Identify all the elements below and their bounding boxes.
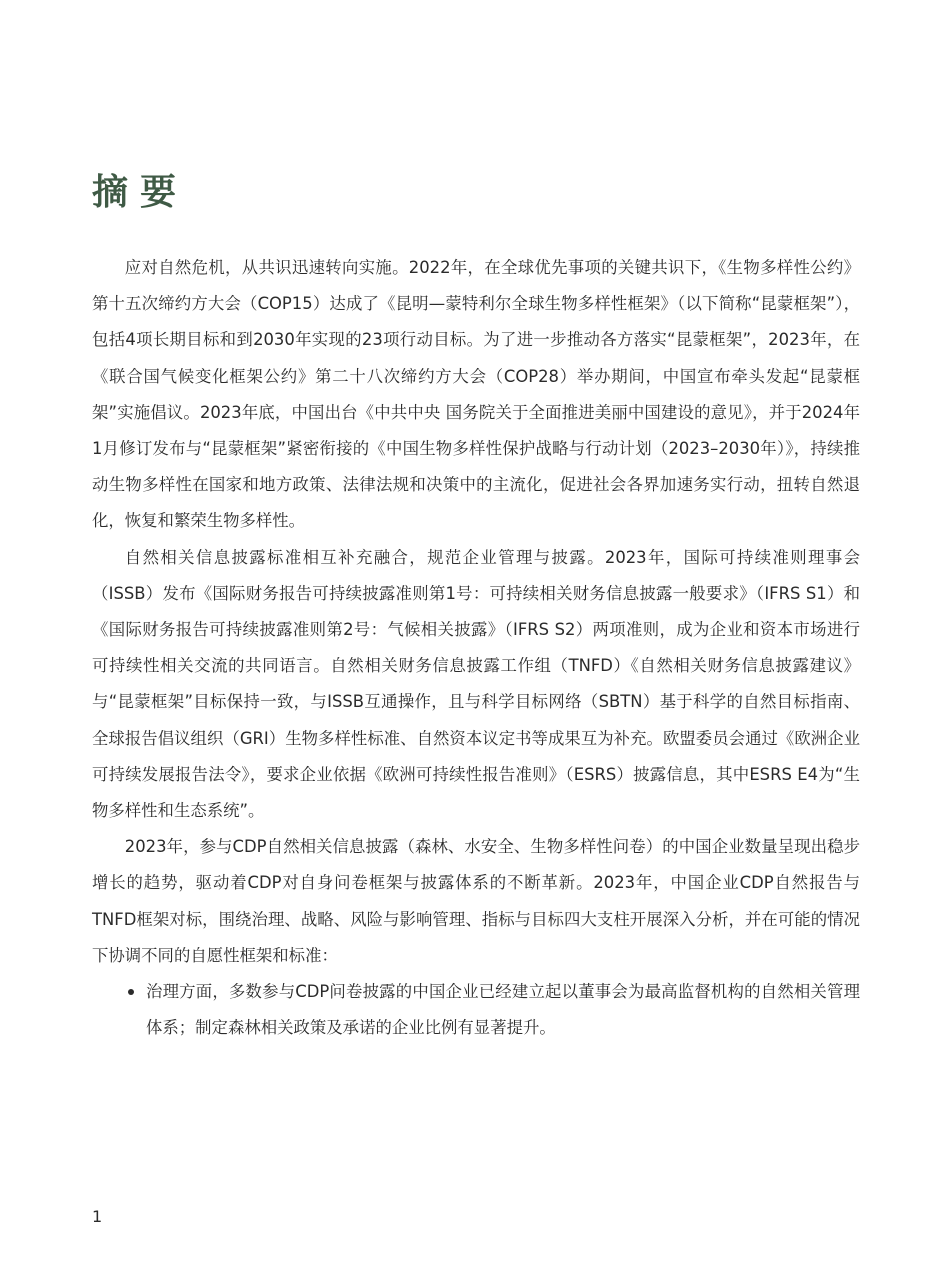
paragraph-kunming-framework: 应对自然危机，从共识迅速转向实施。2022年，在全球优先事项的关键共识下，《生物多样性公约》第十五次缔约方大会（COP15）达成了《昆明—蒙特利尔全球生物多样性框架》（以下简称“昆蒙框架”），包括4项长期目标和到2030年实现的23项行动目标。为了进一步推动各方落实“昆蒙框架”，2023年，在《联合国气候变化框架公约》第二十八次缔约方大会（COP28）举办期间，中国宣布牵头发起“昆蒙框架”实施倡议。2023年底，中国出台《中共中央 国务院关于全面推进美丽中国建设的意见》，并于2024年1月修订发布与“昆蒙框架”紧密衔接的《中国生物多样性保护战略与行动计划（2023–2030年）》，持续推动生物多样性在国家和地方政策、法律法规和决策中的主流化，促进社会各界加速务实行动，扭转自然退化，恢复和繁荣生物多样性。	[92, 258, 860, 531]
list-item-text: 治理方面，多数参与CDP问卷披露的中国企业已经建立起以董事会为最高监督机构的自然相关管理体系；制定森林相关政策及承诺的企业比例有显著提升。	[146, 982, 860, 1038]
findings-list	[92, 974, 860, 1046]
abstract-body	[92, 250, 860, 1046]
paragraph-cdp-disclosure: 2023年，参与CDP自然相关信息披露（森林、水安全、生物多样性问卷）的中国企业数量呈现出稳步增长的趋势，驱动着CDP对自身问卷框架与披露体系的不断革新。2023年，中国企业CDP自然报告与TNFD框架对标，围绕治理、战略、风险与影响管理、指标与目标四大支柱开展深入分析，并在可能的情况下协调不同的自愿性框架和标准：	[92, 837, 860, 965]
bullet-dot-icon	[128, 989, 134, 995]
list-item	[92, 974, 860, 1046]
page-number: 1	[92, 1207, 103, 1226]
paragraph-disclosure-standards: 自然相关信息披露标准相互补充融合，规范企业管理与披露。2023年，国际可持续准则理事会（ISSB）发布《国际财务报告可持续披露准则第1号：可持续相关财务信息披露一般要求》（IFRS S1）和《国际财务报告可持续披露准则第2号：气候相关披露》（IFRS S2）两项准则，成为企业和资本市场进行可持续性相关交流的共同语言。自然相关财务信息披露工作组（TNFD）《自然相关财务信息披露建议》与“昆蒙框架”目标保持一致，与ISSB互通操作，且与科学目标网络（SBTN）基于科学的自然目标指南、全球报告倡议组织（GRI）生物多样性标准、自然资本议定书等成果互为补充。欧盟委员会通过《欧洲企业可持续发展报告法令》，要求企业依据《欧洲可持续性报告准则》（ESRS）披露信息，其中ESRS E4为“生物多样性和生态系统”。	[92, 547, 860, 821]
page-title: 摘要	[92, 172, 189, 213]
